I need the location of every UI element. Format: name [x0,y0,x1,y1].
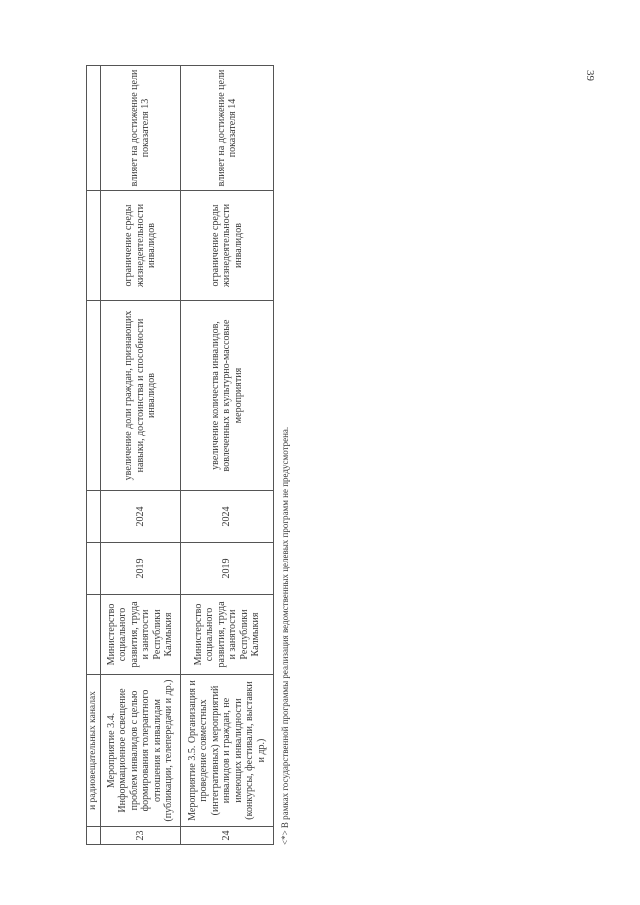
cell-start-year: 2019 [100,543,180,595]
cell-empty [87,66,101,191]
table-row [100,66,180,845]
cell-consequence: ограничение среды жизнедеятельности инвалидов [181,191,274,301]
cell-measure-name: Мероприятие 3.4. Информационное освещение проблем инвалидов с целью формирования толерантного отношения к инвалидам (публикации, телепередачи и др.) [100,675,180,827]
cell-consequence: ограничение среды жизнедеятельности инвалидов [100,191,180,301]
table-row-continuation [87,66,101,845]
cell-end-year: 2024 [181,491,274,543]
cell-relation: влияет на достижение цели показателя 14 [181,66,274,191]
cell-continuation-text: и радиовещательных каналах [87,675,101,827]
cell-num: 23 [100,827,180,845]
cell-relation: влияет на достижение цели показателя 13 [100,66,180,191]
cell-measure-name: Мероприятие 3.5. Организация и проведение совместных (интегративных) мероприятий инвалидов и граждан, не имеющих инвалидности (конкурсы, фестивали, выставки и др.) [181,675,274,827]
cell-result: увеличение доли граждан, признающих навыки, достоинства и способности инвалидов [100,301,180,491]
cell-executor: Министерство социального развития, труда и занятости Республики Калмыкия [100,595,180,675]
cell-empty [87,827,101,845]
cell-empty [87,491,101,543]
cell-start-year: 2019 [181,543,274,595]
cell-empty [87,301,101,491]
measures-table [86,65,274,845]
cell-executor: Министерство социального развития, труда и занятости Республики Калмыкия [181,595,274,675]
cell-empty [87,595,101,675]
footnote: <*> В рамках государственной программы реализация ведомственных целевых программ не предусмотрена. [280,426,290,845]
cell-empty [87,543,101,595]
cell-empty [87,191,101,301]
cell-num: 24 [181,827,274,845]
cell-end-year: 2024 [100,491,180,543]
table-container [86,65,274,845]
cell-result: увеличение количества инвалидов, вовлеченных в культурно-массовые мероприятия [181,301,274,491]
page-number: 39 [584,70,596,81]
table-row [181,66,274,845]
